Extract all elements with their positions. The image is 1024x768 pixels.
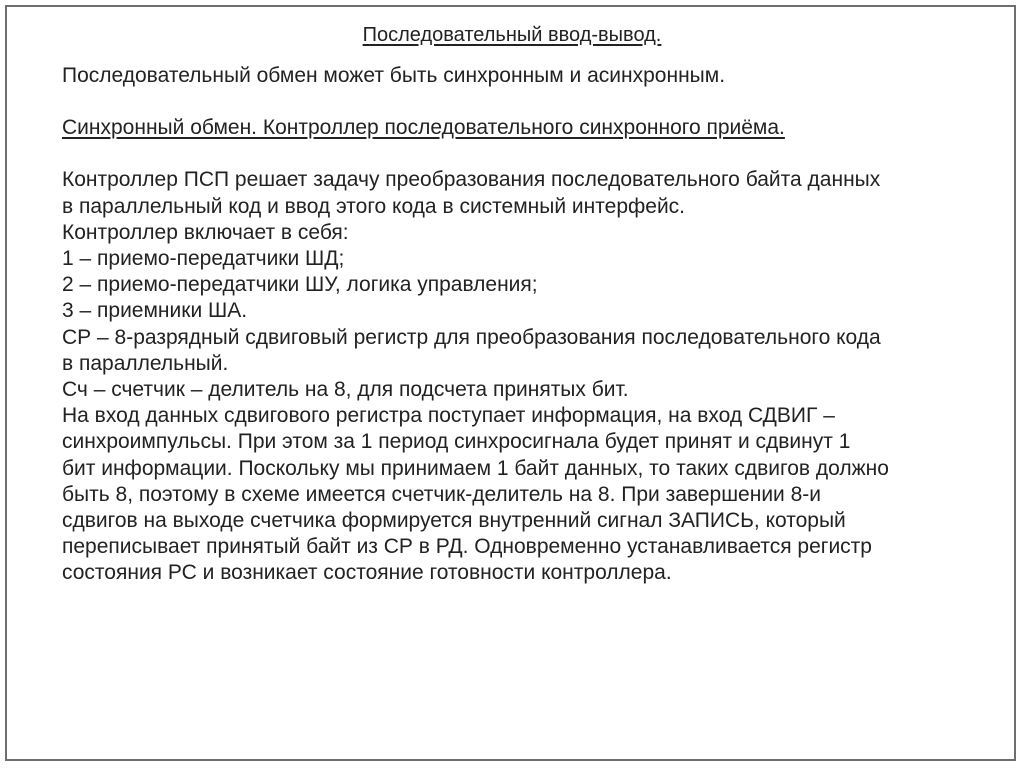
body-line-6: переписывает принятый байт из СР в РД. Одновременно устанавливается регистр xyxy=(62,535,872,559)
intro-text: Последовательный обмен может быть синхронным и асинхронным. xyxy=(62,64,726,87)
counter-text: Сч – счетчик – делитель на 8, для подсчета принятых бит. xyxy=(62,378,629,402)
body-line-3: бит информации. Поскольку мы принимаем 1 байт данных, то таких сдвигов должно xyxy=(62,456,889,480)
sr-line-1: СР – 8-разрядный сдвиговый регистр для преобразования последовательного кода xyxy=(62,325,881,349)
body-line-7: состояния РС и возникает состояние готовности контроллера. xyxy=(62,561,672,585)
body-line-2: синхроимпульсы. При этом за 1 период синхросигнала будет принят и сдвинут 1 xyxy=(62,430,851,454)
body-line-1: На вход данных сдвигового регистра поступает информация, на вход СДВИГ – xyxy=(62,404,835,428)
task-line-1: Контроллер ПСП решает задачу преобразования последовательного байта данных xyxy=(62,168,881,192)
task-line-2: в параллельный код и ввод этого кода в системный интерфейс. xyxy=(62,194,686,218)
spacer xyxy=(62,89,967,115)
body-line-5: сдвигов на выходе счетчика формируется внутренний сигнал ЗАПИСЬ, который xyxy=(62,509,846,533)
slide-title: Последовательный ввод-вывод. xyxy=(362,24,662,46)
list-item-2: 2 – приемо-передатчики ШУ, логика управления; xyxy=(62,273,538,297)
list-item-3: 3 – приемники ША. xyxy=(62,299,248,323)
list-item-1: 1 – приемо-передатчики ШД; xyxy=(62,247,345,271)
includes-text: Контроллер включает в себя: xyxy=(62,220,349,244)
slide-content xyxy=(62,63,967,587)
spacer xyxy=(62,141,967,167)
sr-line-2: в параллельный. xyxy=(62,351,229,375)
section-heading: Синхронный обмен. Контроллер последовательного синхронного приёма. xyxy=(62,116,785,140)
body-line-4: быть 8, поэтому в схеме имеется счетчик-делитель на 8. При завершении 8-и xyxy=(62,482,822,506)
